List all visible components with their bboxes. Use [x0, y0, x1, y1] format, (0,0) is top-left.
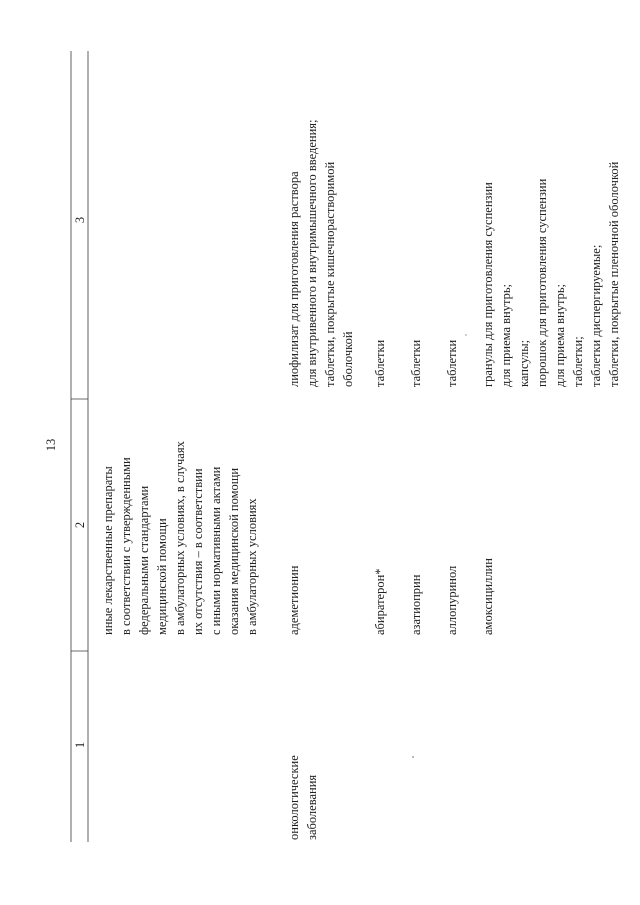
scan-speck — [412, 756, 414, 758]
drug-cell-line: амоксициллин — [481, 558, 495, 635]
forms-cell-line: порошок для приготовления суспензии — [535, 178, 549, 387]
table-row — [481, 161, 621, 635]
forms-cell-line: таблетки диспергируемые; — [589, 244, 603, 387]
forms-cell-line: таблетки — [373, 339, 387, 387]
drug-cell-line: федеральными стандартами — [137, 485, 151, 635]
drug-cell-line: медицинской помощи — [155, 518, 169, 635]
table-row — [101, 440, 259, 635]
drug-cell-line: оказания медицинской помощи — [227, 467, 241, 635]
column-headers — [73, 217, 87, 748]
drug-cell-line: в амбулаторных условиях — [245, 498, 259, 635]
table-row — [445, 339, 459, 635]
forms-cell-line: оболочкой — [341, 331, 355, 387]
table-row — [287, 120, 355, 841]
column-header-3: 3 — [73, 216, 87, 224]
scan-speck — [465, 334, 466, 335]
table-grid — [71, 51, 88, 842]
forms-cell-line: капсулы; — [517, 339, 531, 387]
drug-cell-line: их отсутствия – в соответствии — [191, 468, 205, 635]
drug-cell-line: азатиоприн — [409, 574, 423, 635]
forms-cell-line: таблетки — [445, 339, 459, 387]
drug-cell-line: в соответствии с утвержденными — [119, 457, 133, 635]
forms-cell-line: для приема внутрь; — [553, 283, 567, 387]
forms-cell-line: гранулы для приготовления суспензии — [481, 182, 495, 387]
table-row — [409, 339, 423, 635]
category-cell-line: онкологические — [287, 755, 301, 840]
column-header-1: 1 — [73, 741, 87, 749]
category-cell-line: заболевания — [305, 774, 319, 840]
column-header-2: 2 — [73, 521, 87, 529]
forms-cell-line: для внутривенного и внутримышечного введения; — [305, 119, 319, 387]
forms-cell-line: лиофилизат для приготовления раствора — [287, 171, 301, 387]
forms-cell-line: таблетки — [409, 339, 423, 387]
forms-cell-line: для приема внутрь; — [499, 283, 513, 387]
page-number: 13 — [44, 438, 58, 452]
drug-cell-line: аллопуринол — [445, 565, 459, 635]
drug-cell-line: абиратерон* — [373, 568, 387, 635]
drug-cell-line: адеметионин — [287, 565, 301, 635]
forms-cell-line: таблетки; — [571, 336, 585, 387]
forms-cell-line: таблетки, покрытые кишечнорастворимой — [323, 161, 337, 387]
drug-cell-line: в амбулаторных условиях, в случаях — [173, 441, 187, 635]
drug-cell-line: иные лекарственные препараты — [101, 466, 115, 635]
forms-cell-line: таблетки, покрытые пленочной оболочкой — [607, 161, 621, 387]
drug-cell-line: с иными нормативными актами — [209, 466, 223, 635]
table-row — [373, 339, 387, 635]
